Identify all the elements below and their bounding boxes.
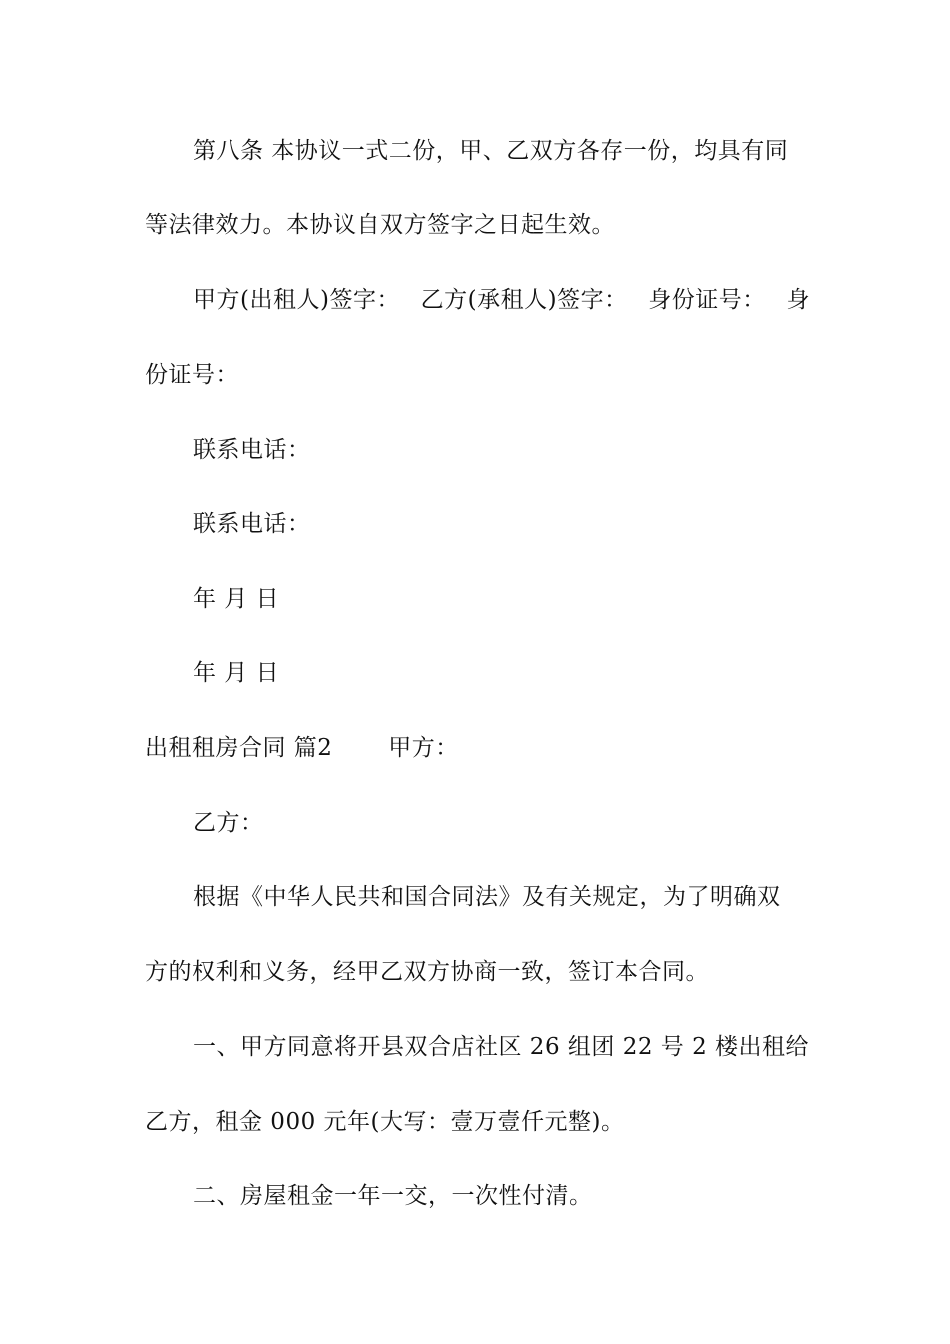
party-b-id-label-start: 身 (786, 287, 810, 313)
party-b-id-label-end: 份证号： (145, 362, 239, 388)
contract-2-party-a: 甲方： (388, 735, 459, 761)
party-b-signature-label: 乙方(承租人)签字： (420, 287, 628, 313)
article-8-line-1: 第八条 本协议一式二份，甲、乙双方各存一份，均具有同 (193, 138, 789, 164)
party-a-phone-label: 联系电话： (193, 437, 311, 463)
signature-line (193, 280, 810, 320)
clause-1-line-1: 一、甲方同意将开县双合店社区 26 组团 22 号 2 楼出租给 (193, 1034, 810, 1060)
party-a-signature-label: 甲方(出租人)签字： (193, 287, 400, 313)
party-a-date: 年 月 日 (193, 586, 280, 612)
article-8-line-2: 等法律效力。本协议自双方签字之日起生效。 (145, 212, 615, 238)
contract-2-party-b: 乙方： (193, 810, 264, 836)
party-a-id-label: 身份证号： (648, 287, 766, 313)
contract-2-title: 出租租房合同 篇2 (145, 735, 333, 761)
party-b-phone-label: 联系电话： (193, 511, 311, 537)
clause-1-line-2: 乙方，租金 000 元年(大写：壹万壹仟元整)。 (145, 1109, 625, 1135)
clause-2-line-1: 二、房屋租金一年一交，一次性付清。 (193, 1183, 593, 1209)
party-b-date: 年 月 日 (193, 660, 280, 686)
contract-2-heading (145, 728, 810, 768)
intro-line-2: 方的权利和义务，经甲乙双方协商一致，签订本合同。 (145, 959, 709, 985)
intro-line-1: 根据《中华人民共和国合同法》及有关规定，为了明确双 (193, 884, 781, 910)
